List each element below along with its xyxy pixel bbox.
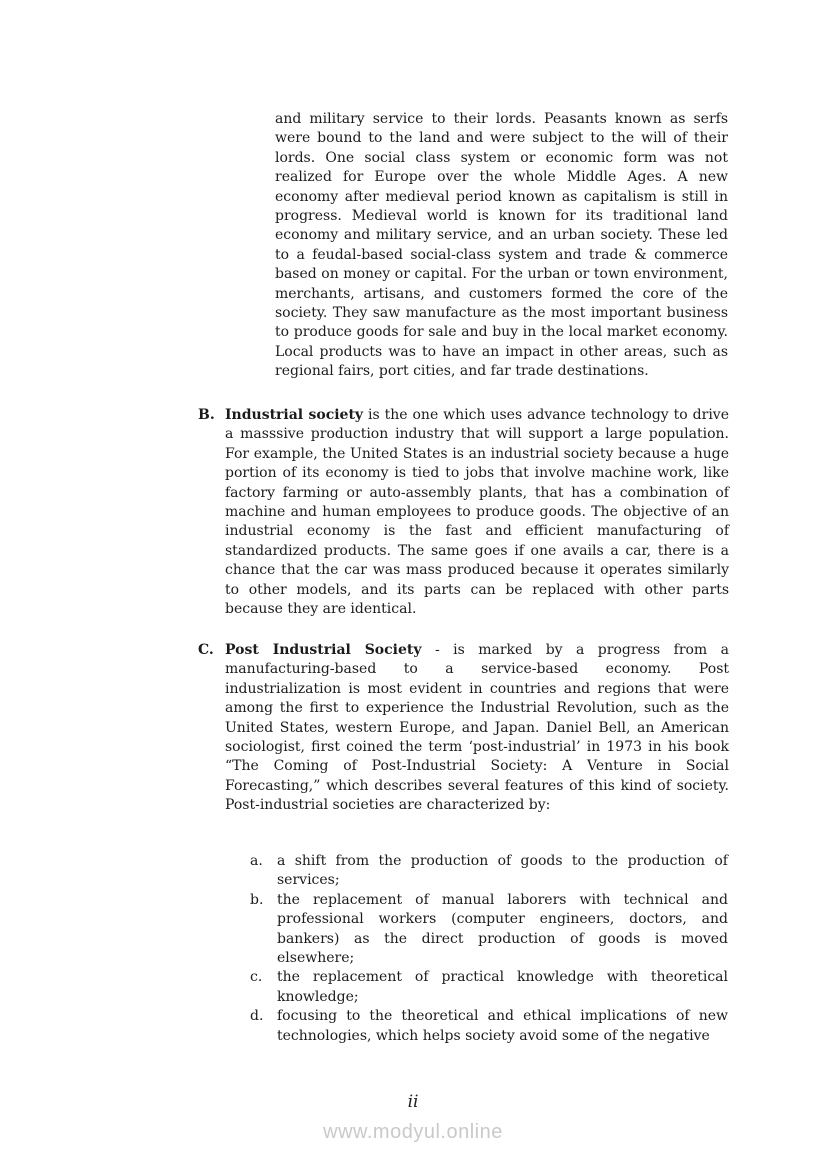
section-text-c: - is marked by a progress from a manufacturing-based to a service-based economy. Post industrialization is most evident in countries and regions that were among the first to experience the Industrial Revolution, such as the United States, western Europe, and Japan. Daniel Bell, an American sociologist, first coined the term ‘post-industrial’ in 1973 in his book “The Coming of Post-Industrial Society: A Venture in Social Forecasting,” which describes several features of this kind of society. Post-industrial societies are characterized by:: [225, 642, 729, 814]
continuation-paragraph: and military service to their lords. Peasants known as serfs were bound to the land and were subject to the will of their lords. One social class system or economic form was not realized for Europe over the whole Middle Ages. A new economy after medieval period known as capitalism is still in progress. Medieval world is known for its traditional land economy and military service, and an urban society. These led to a feudal-based social-class system and trade & commerce based on money or capital. For the urban or town environment, merchants, artisans, and customers formed the core of the society. They saw manufacture as the most important business to produce goods for sale and buy in the local market economy. Local products was to have an impact in other areas, such as regional fairs, port cities, and far trade destinations.: [275, 111, 728, 380]
list-item-a: [250, 852, 728, 891]
list-item-text-c: the replacement of practical knowledge with theoretical knowledge;: [277, 969, 728, 1005]
section-body-c: [225, 641, 729, 816]
section-industrial-society: [198, 406, 729, 619]
watermark-text: www.modyul.online: [323, 1121, 503, 1143]
list-item-text-b: the replacement of manual laborers with technical and professional workers (computer engineers, doctors, and bankers) as the direct production of goods is moved elsewhere;: [277, 891, 728, 967]
list-item-label-d: d.: [250, 1008, 264, 1025]
section-post-industrial-society: [198, 641, 729, 816]
list-item-d: [250, 1007, 728, 1046]
section-label-c: C.: [198, 642, 214, 658]
section-text-b: is the one which uses advance technology to drive a masssive production industry that will support a large population. For example, the United States is an industrial society because a huge portion of its economy is tied to jobs that involve machine work, like factory farming or auto-assembly plants, that has a combination of machine and human employees to produce goods. The objective of an industrial economy is the fast and efficient manufacturing of standardized products. The same goes if one avails a car, there is a chance that the car was mass produced because it operates similarly to other models, and its parts can be replaced with other parts because they are identical.: [225, 407, 729, 618]
section-title-industrial-society: Industrial society: [225, 407, 364, 423]
list-item-label-c: c.: [250, 969, 263, 986]
list-item-text-d: focusing to the theoretical and ethical implications of new technologies, which helps society avoid some of the negative: [277, 1008, 728, 1044]
section-label-b: B.: [198, 407, 215, 423]
list-item-label-b: b.: [250, 891, 264, 908]
list-item-c: [250, 968, 728, 1007]
characteristics-list: [250, 852, 728, 1046]
list-item-text-a: a shift from the production of goods to the production of services;: [277, 853, 728, 889]
list-item-b: [250, 891, 728, 969]
list-item-label-a: a.: [250, 853, 263, 869]
section-body-b: [225, 406, 729, 619]
page-number: ii: [407, 1092, 419, 1112]
section-title-post-industrial-society: Post Industrial Society: [225, 642, 422, 658]
